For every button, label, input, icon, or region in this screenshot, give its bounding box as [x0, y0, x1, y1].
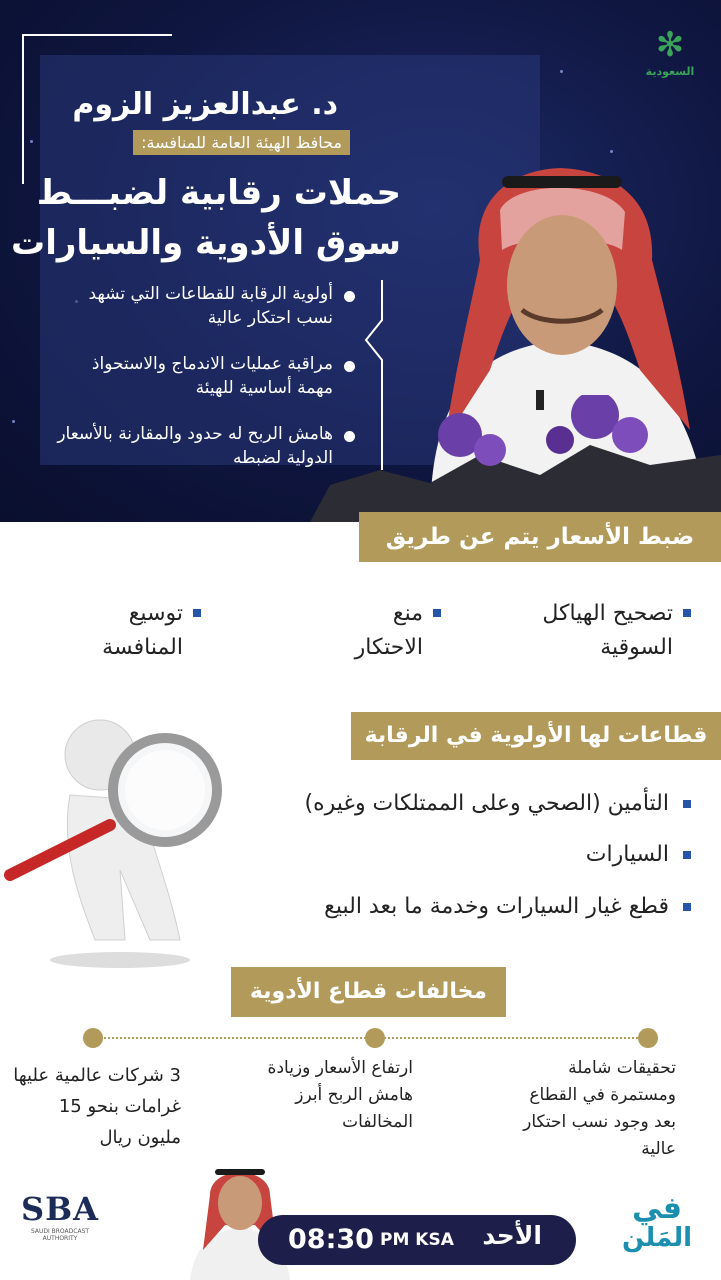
star-decoration [560, 70, 563, 73]
headline [11, 168, 401, 268]
airtime-zone: PM KSA [380, 1230, 454, 1250]
star-decoration [12, 420, 15, 423]
section-sectors-title: قطاعات لها الأولوية في الرقابة [351, 712, 721, 760]
palm-swords-icon: ✻ [655, 25, 685, 65]
show-logo-bottom: المَلن [621, 1223, 693, 1253]
hero-point: هامش الربح له حدود والمقارنة بالأسعار الدولية لضبطه [55, 422, 355, 470]
sba-logo-mark: SBA [21, 1190, 99, 1228]
method-item [291, 597, 441, 665]
timeline-dot [83, 1028, 103, 1048]
frame-line [22, 34, 172, 36]
airtime-badge [258, 1215, 576, 1265]
guest-name: د. عبدالعزيز الزوم [72, 87, 338, 122]
frame-line [22, 34, 24, 184]
method-line: تصحيح الهياكل [542, 601, 673, 626]
airtime-day: الأحد [482, 1221, 542, 1250]
violation-item: ارتفاع الأسعار وزيادة هامش الربح أبرز المخالفات [267, 1058, 413, 1132]
hero-banner [0, 0, 721, 522]
method-item [491, 597, 691, 665]
headline-line-2: سوق الأدوية والسيارات [11, 223, 401, 263]
sector-item: قطع غيار السيارات وخدمة ما بعد البيع [251, 892, 691, 922]
guest-role: محافظ الهيئة العامة للمنافسة: [133, 130, 350, 155]
magnifier-figure-illustration [0, 700, 240, 970]
headline-line-1: حملات رقابية لضبـــط [36, 173, 401, 213]
method-line: توسيع [128, 601, 183, 626]
hero-point: مراقبة عمليات الاندماج والاستحواذ مهمة أساسية للهيئة [55, 352, 355, 400]
method-line: منع [392, 601, 423, 626]
timeline-dot [365, 1028, 385, 1048]
violation-item: 3 شركات عالمية عليها غرامات بنحو 15 مليون ريال [13, 1065, 181, 1148]
timeline-dot [638, 1028, 658, 1048]
hero-point: أولوية الرقابة للقطاعات التي تشهد نسب احتكار عالية [55, 282, 355, 330]
sba-logo [20, 1190, 100, 1260]
star-decoration [30, 140, 33, 143]
airtime-time: 08:30 [288, 1224, 374, 1255]
show-logo [617, 1191, 697, 1265]
sba-logo-subtitle: SAUDI BROADCAST AUTHORITY [30, 1228, 90, 1242]
method-line: السوقية [600, 635, 673, 660]
method-item [21, 597, 201, 665]
sector-item: السيارات [251, 840, 691, 870]
method-line: الاحتكار [354, 635, 423, 660]
channel-logo [640, 25, 700, 95]
show-logo-top: في [632, 1191, 682, 1226]
violation-item: تحقيقات شاملة ومستمرة في القطاع بعد وجود نسب احتكار عالية [523, 1058, 676, 1159]
channel-name: السعودية [645, 65, 695, 78]
method-line: المنافسة [102, 635, 183, 660]
section-violations-title: مخالفات قطاع الأدوية [231, 967, 506, 1017]
sector-item: التأمين (الصحي وعلى الممتلكات وغيره) [251, 789, 691, 819]
rock-decoration [310, 395, 721, 522]
section-methods-title: ضبط الأسعار يتم عن طريق [359, 512, 721, 562]
